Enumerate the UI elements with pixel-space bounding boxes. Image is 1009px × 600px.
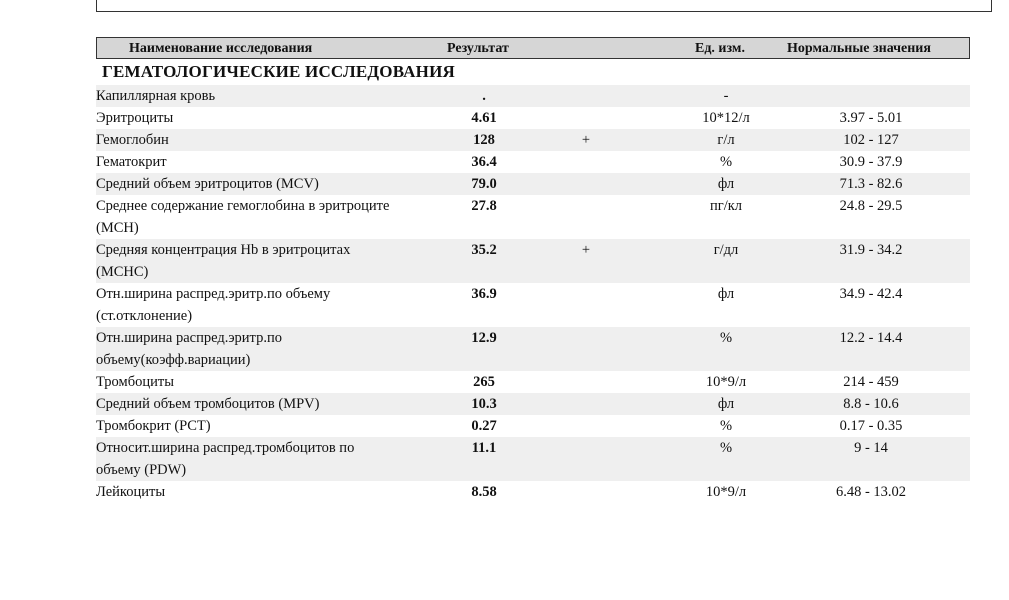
test-value: 11.1 [471, 440, 497, 456]
test-name: Капиллярная кровь [96, 88, 216, 104]
table-row [96, 151, 970, 173]
test-unit: 10*9/л [705, 374, 747, 390]
header-unit: Ед. изм. [695, 41, 745, 56]
test-norm: 30.9 - 37.9 [839, 154, 903, 170]
table-row [96, 283, 970, 327]
test-name: Лейкоциты [96, 484, 166, 500]
test-value: 265 [473, 374, 495, 390]
test-name: Тромбоциты [96, 374, 174, 390]
test-name: Отн.ширина распред.эритр.по объему (ст.отклонение) [96, 286, 331, 324]
table-row [96, 371, 970, 393]
test-unit: фл [717, 176, 735, 192]
test-value: 12.9 [471, 330, 497, 346]
test-flag: + [581, 242, 591, 258]
test-value: 10.3 [471, 396, 497, 412]
test-unit: пг/кл [709, 198, 743, 214]
test-name: Тромбокрит (PCT) [96, 418, 211, 434]
test-flag: + [581, 132, 591, 148]
test-norm: 9 - 14 [854, 440, 888, 456]
test-name: Средний объем эритроцитов (MCV) [96, 176, 319, 192]
test-value: 128 [473, 132, 495, 148]
test-unit: фл [717, 396, 735, 412]
test-unit: % [719, 330, 733, 346]
test-unit: % [719, 154, 733, 170]
test-norm: 0.17 - 0.35 [839, 418, 903, 434]
test-name: Гематокрит [96, 154, 167, 170]
test-name: Относит.ширина распред.тромбоцитов по объему (PDW) [96, 440, 355, 478]
table-row [96, 437, 970, 481]
table-row [96, 393, 970, 415]
table-row [96, 195, 970, 239]
test-name: Средний объем тромбоцитов (MPV) [96, 396, 320, 412]
test-unit: фл [717, 286, 735, 302]
test-value: 0.27 [471, 418, 497, 434]
test-name: Эритроциты [96, 110, 174, 126]
test-value: . [482, 88, 486, 104]
test-unit: % [719, 418, 733, 434]
test-norm: 8.8 - 10.6 [843, 396, 899, 412]
table-row [96, 481, 970, 503]
section-title: ГЕМАТОЛОГИЧЕСКИЕ ИССЛЕДОВАНИЯ [102, 62, 455, 81]
test-unit: 10*12/л [702, 110, 750, 126]
header-name: Наименование исследования [129, 41, 313, 56]
test-unit: - [723, 88, 729, 104]
header-norm: Нормальные значения [787, 41, 931, 56]
table-row [96, 129, 970, 151]
test-unit: 10*9/л [705, 484, 747, 500]
test-norm: 34.9 - 42.4 [839, 286, 903, 302]
table-row [96, 85, 970, 107]
test-name: Средняя концентрация Hb в эритроцитах (MCHC) [96, 242, 351, 280]
test-norm: 214 - 459 [843, 374, 899, 390]
test-norm: 71.3 - 82.6 [839, 176, 903, 192]
test-value: 4.61 [471, 110, 497, 126]
table-row [96, 327, 970, 371]
test-value: 27.8 [471, 198, 497, 214]
test-name: Гемоглобин [96, 132, 169, 148]
test-value: 79.0 [471, 176, 497, 192]
test-value: 36.4 [471, 154, 497, 170]
test-norm: 12.2 - 14.4 [839, 330, 903, 346]
test-norm: 24.8 - 29.5 [839, 198, 903, 214]
test-unit: г/л [717, 132, 735, 148]
table-row [96, 107, 970, 129]
lab-results-table [96, 37, 970, 503]
test-unit: % [719, 440, 733, 456]
table-row [96, 173, 970, 195]
test-norm: 6.48 - 13.02 [835, 484, 907, 500]
table-row [96, 415, 970, 437]
header-result: Результат [447, 41, 509, 56]
test-unit: г/дл [713, 242, 739, 258]
results-body [96, 85, 970, 503]
test-norm: 3.97 - 5.01 [839, 110, 903, 126]
test-value: 35.2 [471, 242, 497, 258]
table-row [96, 239, 970, 283]
test-name: Среднее содержание гемоглобина в эритроците (MCH) [96, 198, 390, 236]
test-norm: 102 - 127 [843, 132, 899, 148]
test-name: Отн.ширина распред.эритр.по объему(коэфф.вариации) [96, 330, 282, 368]
test-value: 8.58 [471, 484, 497, 500]
test-norm: 31.9 - 34.2 [839, 242, 903, 258]
table-header [96, 37, 970, 59]
test-value: 36.9 [471, 286, 497, 302]
previous-section-frame [96, 0, 992, 12]
